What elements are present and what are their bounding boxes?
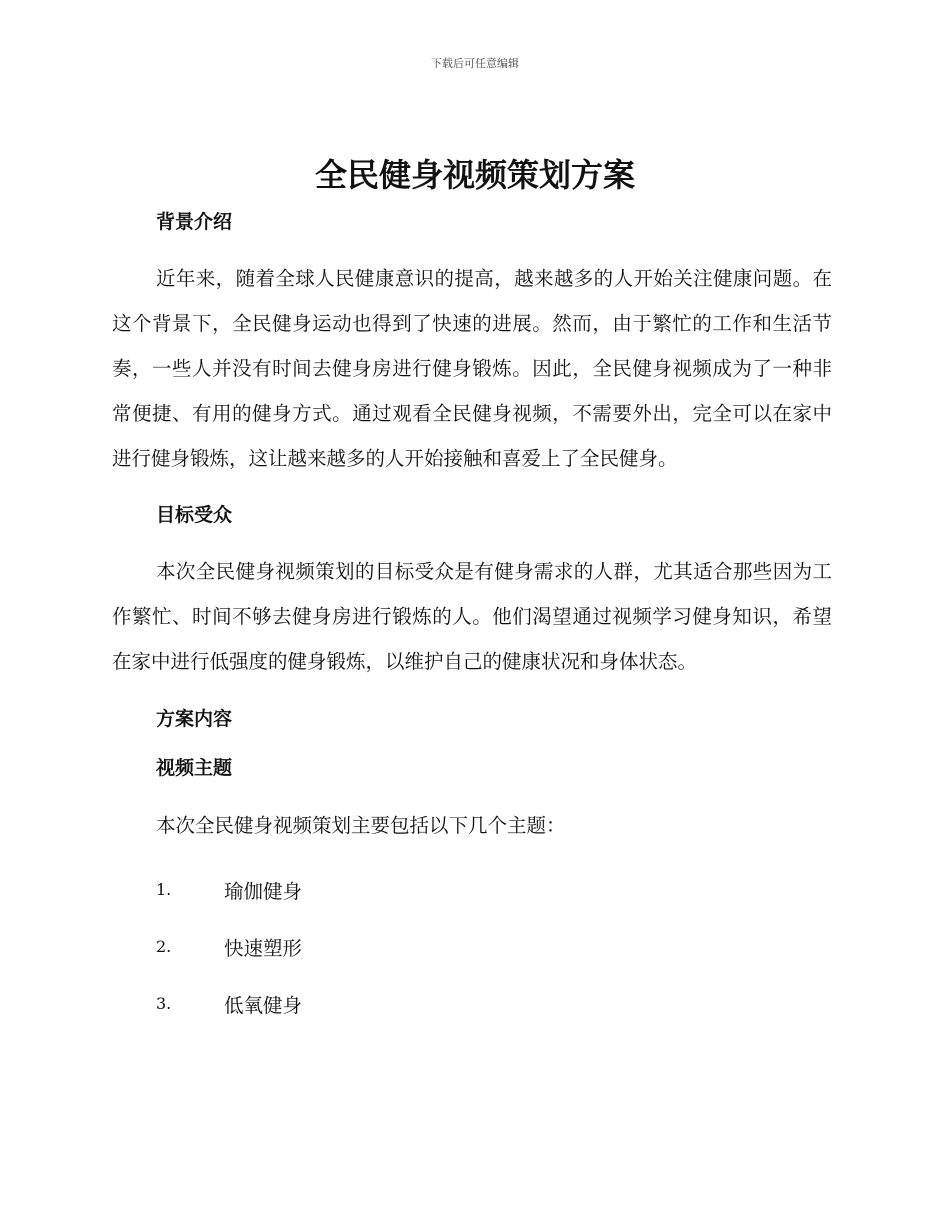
list-number: 3.	[156, 994, 172, 1013]
list-number: 2.	[156, 937, 172, 956]
list-number: 1.	[156, 880, 172, 899]
list-item-text: 瑜伽健身	[224, 879, 303, 903]
section-heading-plan: 方案内容	[156, 708, 233, 730]
page-header-text: 下载后可任意编辑	[431, 57, 519, 70]
list-item	[112, 975, 832, 1032]
topic-list	[112, 861, 832, 1032]
document-title: 全民健身视频策划方案	[314, 156, 635, 194]
list-item-text: 快速塑形	[224, 936, 303, 960]
list-item	[112, 861, 832, 918]
paragraph-background: 近年来，随着全球人民健康意识的提高，越来越多的人开始关注健康问题。在这个背景下，全民健身运动也得到了快速的进展。然而，由于繁忙的工作和生活节奏，一些人并没有时间去健身房进行健身锻炼。因此，全民健身视频成为了一种非常便捷、有用的健身方式。通过观看全民健身视频，不需要外出，完全可以在家中进行健身锻炼，这让越来越多的人开始接触和喜爱上了全民健身。	[112, 267, 832, 470]
section-heading-topics: 视频主题	[156, 757, 233, 779]
paragraph-audience: 本次全民健身视频策划的目标受众是有健身需求的人群，尤其适合那些因为工作繁忙、时间不够去健身房进行锻炼的人。他们渴望通过视频学习健身知识，希望在家中进行低强度的健身锻炼，以维护自己的健康状况和身体状态。	[112, 560, 832, 673]
list-item	[112, 918, 832, 975]
section-heading-audience: 目标受众	[156, 504, 233, 526]
document-body	[112, 200, 832, 1032]
paragraph-topics-intro: 本次全民健身视频策划主要包括以下几个主题：	[156, 814, 566, 837]
section-heading-background: 背景介绍	[156, 211, 233, 233]
list-item-text: 低氧健身	[224, 993, 303, 1017]
